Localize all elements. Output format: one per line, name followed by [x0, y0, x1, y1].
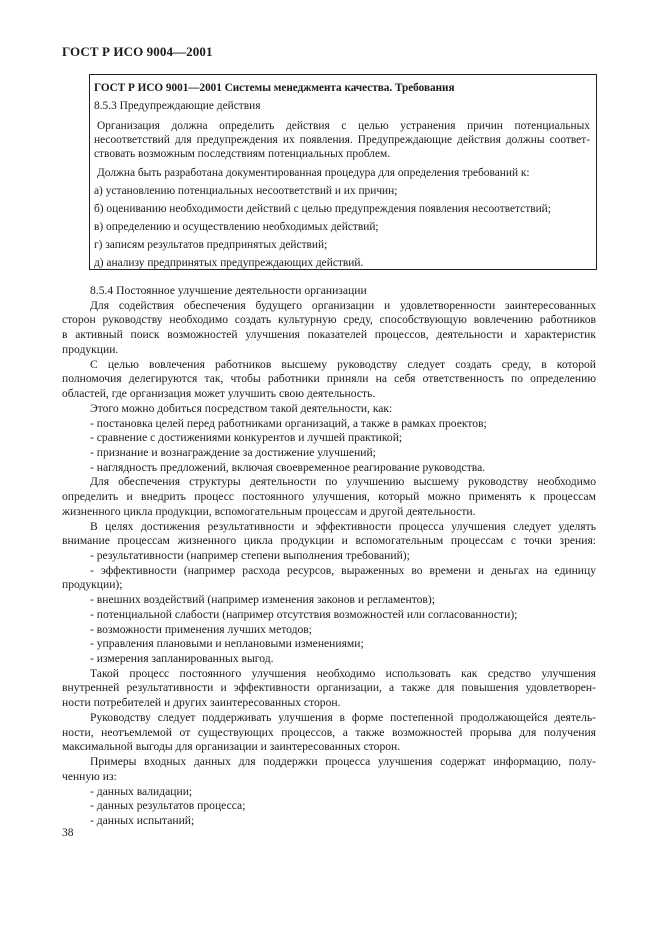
body-line: - данных испытаний; [90, 813, 195, 827]
body-line: максимальной выгоды для организации и заинтересованных сторон. [62, 740, 401, 754]
body-line: внимание процессам жизненного цикла продукции и вспомогательным процессам с точки зрения: [62, 534, 596, 548]
body-line: 8.5.4 Постоянное улучшение деятельности организации [90, 284, 367, 297]
body-line: - признание и вознаграждение за достижение улучшений; [90, 445, 376, 459]
body-line: продукции. [62, 342, 119, 356]
body-line: Такой процесс постоянного улучшения необходимо использовать как средство улучшения [90, 666, 596, 680]
box-list-item: б) оцениванию необходимости действий с целью предупреждения появления несоответствий; [94, 203, 551, 215]
page-number: 38 [62, 827, 74, 839]
box-list-item: в) определению и осуществлению необходимых действий; [94, 221, 379, 233]
box-paragraph-line: ствовать возможным последствиям потенциальных проблем. [94, 148, 391, 160]
body-line: жизненного цикла продукции, вспомогательным процессам и другой деятельности. [62, 504, 476, 518]
body-line: Примеры входных данных для поддержки процесса улучшения содержат информацию, полу- [90, 755, 596, 768]
box-title: ГОСТ Р ИСО 9001—2001 Системы менеджмента качества. Требования [94, 82, 455, 94]
body-line: продукции); [62, 578, 123, 592]
body-line: - внешних воздействий (например изменения законов и регламентов); [90, 593, 435, 607]
body-line: ченную из: [62, 769, 117, 783]
box-section-heading: 8.5.3 Предупреждающие действия [94, 100, 261, 112]
body-line: в активный поиск возможностей улучшения показателей процессов, деятельности и характеристик [62, 328, 596, 342]
body-line: - результативности (например степени выполнения требований); [90, 549, 410, 562]
body-line: полномочия делегируются так, чтобы работники приняли на себя ответственность по определению [62, 372, 596, 386]
body-line: ности, неотъемлемой от существующих процессов, а также возможностей прорыва для получения [62, 725, 596, 739]
body-line: - данных результатов процесса; [90, 799, 246, 813]
body-line: сторон руководству необходимо создать культурную среду, способствующую вовлечению работников [62, 313, 596, 327]
body-line: - потенциальной слабости (например отсутствия возможностей или согласованности); [90, 607, 518, 621]
box-paragraph-line: Организация должна определить действия с целью устранения причин потенциальных [97, 120, 590, 132]
body-line: внутренней результативности и эффективности организации, а также для повышения удовлетворен- [62, 681, 596, 695]
box-list-item: г) записям результатов предпринятых действий; [94, 239, 328, 251]
box-paragraph-line: несоответствий для предупреждения их появления. Предупреждающие действия должны соответ- [94, 134, 590, 146]
body-line: Для содействия обеспечения будущего организации и удовлетворенности заинтересованных [90, 298, 596, 312]
body-line: Этого можно добиться посредством такой деятельности, как: [90, 401, 393, 415]
box-paragraph-line: Должна быть разработана документированная процедура для определения требований к: [97, 167, 530, 179]
box-list-item: д) анализу предпринятых предупреждающих действий. [94, 257, 364, 269]
page-header: ГОСТ Р ИСО 9004—2001 [62, 44, 213, 59]
body-line: - постановка целей перед работниками организаций, а также в рамках проектов; [90, 416, 487, 430]
body-line: - возможности применения лучших методов; [90, 622, 312, 636]
body-line: - управления плановыми и неплановыми изменениями; [90, 637, 364, 651]
body-line: С целью вовлечения работников высшему руководству следует создать среду, в которой [90, 357, 596, 371]
body-line: областей, где организация может улучшить свою деятельность. [62, 387, 376, 400]
body-line: - наглядность предложений, включая своевременное реагирование руководства. [90, 460, 486, 474]
body-line: - эффективности (например расхода ресурсов, выраженных во времени и деньгах на единицу [90, 563, 596, 577]
body-line: - измерения запланированных выгод. [90, 652, 274, 665]
body-line: - сравнение с достижениями конкурентов и лучшей практикой; [90, 431, 403, 445]
body-line: В целях достижения результативности и эффективности процесса улучшения следует уделять [90, 519, 596, 533]
body-line: Руководству следует поддерживать улучшения в форме постепенной продолжающейся деятель- [90, 710, 596, 724]
box-list-item: а) установлению потенциальных несоответствий и их причин; [94, 185, 398, 197]
body-line: определить и внедрить процесс постоянного улучшения, который можно применять к процессам [62, 490, 596, 504]
body-line: ности потребителей и других заинтересованных сторон. [62, 696, 341, 710]
body-line: Для обеспечения структуры деятельности по улучшению высшему руководству необходимо [90, 475, 596, 489]
body-line: - данных валидации; [90, 784, 193, 798]
